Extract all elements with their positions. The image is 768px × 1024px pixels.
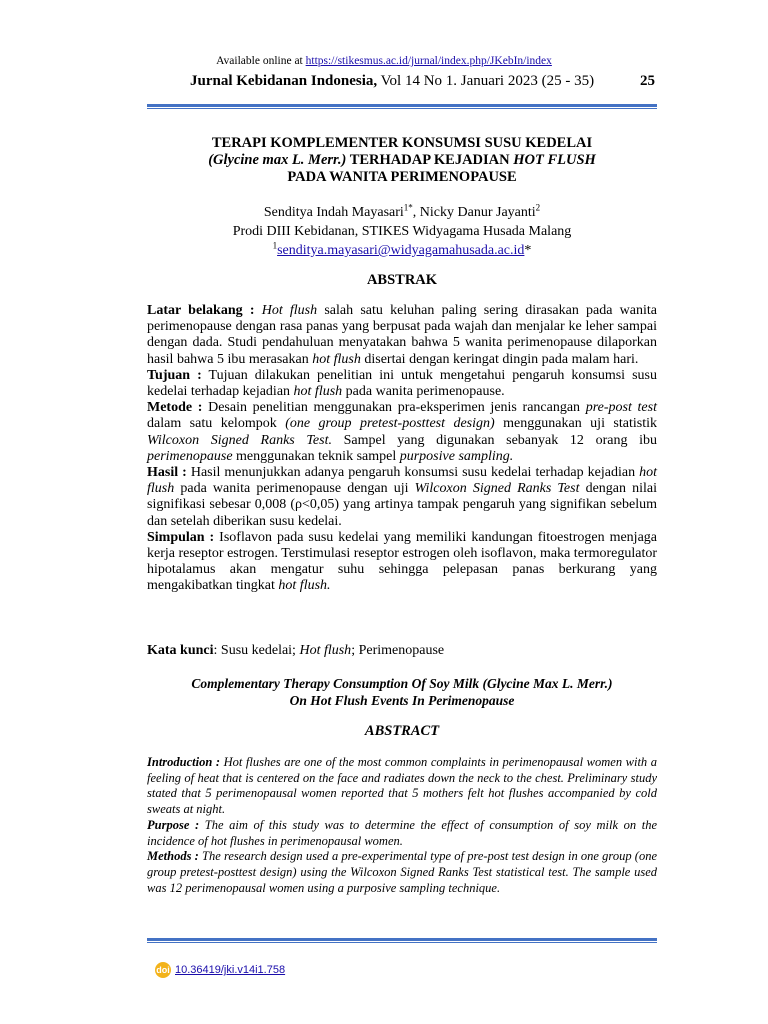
author-separator: , <box>412 205 420 220</box>
hasil-italic-2: Wilcoxon Signed Ranks Test <box>414 481 580 497</box>
purpose-label: Purpose : <box>147 817 200 832</box>
author-1-sup: 1* <box>403 202 413 213</box>
intro-paragraph <box>147 755 657 818</box>
journal-url-link[interactable]: https://stikesmus.ac.id/jurnal/index.php/JKebIn/index <box>305 55 552 67</box>
hasil-paragraph <box>147 465 657 530</box>
tujuan-text-2: pada wanita perimenopause. <box>342 384 505 400</box>
abstract-body <box>147 755 657 896</box>
title-hot-flush: HOT FLUSH <box>513 152 596 168</box>
methods-paragraph <box>147 849 657 896</box>
simpulan-italic-1: hot flush. <box>278 578 331 594</box>
metode-text-1: Desain penelitian menggunakan pra-eksperimen jenis rancangan <box>202 400 586 416</box>
metode-italic-4: perimenopause <box>147 448 233 464</box>
english-title-line-1: Complementary Therapy Consumption Of Soy Milk (Glycine Max L. Merr.) <box>191 676 613 691</box>
metode-text-3: menggunakan uji statistik <box>494 416 657 432</box>
latar-italic-2: hot flush <box>312 351 361 367</box>
author-1: Senditya Indah Mayasari <box>263 205 404 220</box>
tujuan-paragraph <box>147 368 657 400</box>
doi-footer <box>155 962 285 978</box>
intro-text: Hot flushes are one of the most common complaints in perimenopausal women with a feeling of heat that is centered on the face and radiates down the neck to the chest. Preliminary study stated that 5 perimenopausal women reported that 5 mothers felt hot flushes accompanied by cold sweats at night. <box>147 755 658 817</box>
metode-italic-2: (one group pretest-posttest design) <box>285 416 495 432</box>
availability-line <box>0 54 768 68</box>
purpose-text: The aim of this study was to determine the effect of consumption of soy milk on the incidence of hot flushes in perimenopausal women. <box>147 817 657 848</box>
hasil-text-2: pada wanita perimenopause dengan uji <box>174 481 415 497</box>
footer-rule <box>147 938 657 943</box>
title-line-1: TERAPI KOMPLEMENTER KONSUMSI SUSU KEDELAI <box>211 135 593 151</box>
email-sup: 1 <box>272 240 278 251</box>
latar-text-1 <box>255 303 262 318</box>
journal-citation <box>190 72 594 90</box>
simpulan-paragraph <box>147 530 657 595</box>
author-names <box>147 203 657 222</box>
page-number: 25 <box>640 73 655 89</box>
latar-text-2: salah satu keluhan paling sering dirasakan pada wanita perimenopause dengan rasa panas yang berpusat pada wajah dan menjalar ke leher sampai dengan dada. Studi pendahuluan menyatakan bahwa 5 wanita perimenopause dilaporkan hasil bahwa 5 ibu merasakan <box>147 303 657 367</box>
title-line-2-mid: TERHADAP KEJADIAN <box>346 152 514 168</box>
latar-label: Latar belakang : <box>147 303 255 318</box>
metode-label: Metode : <box>147 400 203 416</box>
keywords-text-1: : Susu kedelai; <box>213 643 300 658</box>
keywords-italic: Hot flush <box>299 643 352 658</box>
header-rule <box>147 104 657 109</box>
tujuan-label: Tujuan : <box>147 367 202 383</box>
hasil-label: Hasil : <box>147 465 187 481</box>
availability-prefix: Available online at <box>216 55 306 67</box>
abstrak-body <box>147 303 657 595</box>
keywords-line <box>147 642 657 659</box>
journal-issue: Vol 14 No 1. Januari 2023 (25 - 35) <box>377 73 595 89</box>
email-suffix: * <box>524 243 532 258</box>
metode-italic-3: Wilcoxon Signed Ranks Test. <box>147 432 332 448</box>
tujuan-italic-1: hot flush <box>293 384 343 400</box>
metode-italic-1: pre-post test <box>585 400 657 416</box>
latar-paragraph <box>147 303 657 368</box>
english-title <box>147 675 657 709</box>
intro-label: Introduction : <box>147 755 221 769</box>
latar-italic-1: Hot flush <box>261 303 318 318</box>
journal-name: Jurnal Kebidanan Indonesia, <box>190 73 378 89</box>
hasil-text-1: Hasil menunjukkan adanya pengaruh konsumsi susu kedelai terhadap kejadian <box>186 465 640 481</box>
abstract-heading: ABSTRACT <box>364 723 440 739</box>
paper-title <box>147 135 657 186</box>
metode-text-2: dalam satu kelompok <box>147 416 286 432</box>
metode-text-4: Sampel yang digunakan sebanyak 12 orang ibu <box>331 432 657 448</box>
abstrak-heading: ABSTRAK <box>366 272 438 288</box>
tujuan-text-1: Tujuan dilakukan penelitian ini untuk mengetahui pengaruh konsumsi susu kedelai terhadap kejadian <box>147 367 657 400</box>
title-line-3: PADA WANITA PERIMENOPAUSE <box>287 169 517 185</box>
title-line-2 <box>147 152 657 169</box>
simpulan-text-1: Isoflavon pada susu kedelai yang memiliki kandungan fitoestrogen menjaga kerja reseptor estrogen. Terstimulasi reseptor estrogen oleh isoflavon, maka termoregulator hipotalamus akan mengatur suhu sehingga pelepasan panas berkurang yang mengakibatkan tingkat <box>147 529 657 594</box>
hasil-italic-1: hot flush <box>147 465 657 497</box>
metode-text-5: menggunakan teknik sampel <box>232 448 400 464</box>
email-link[interactable]: senditya.mayasari@widyagamahusada.ac.id <box>277 243 525 258</box>
email-line <box>147 241 657 260</box>
metode-paragraph <box>147 400 657 465</box>
latar-text-3: disertai dengan keringat dingin pada malam hari. <box>360 351 639 367</box>
author-2: Nicky Danur Jayanti <box>419 205 536 220</box>
simpulan-label: Simpulan : <box>147 529 215 545</box>
metode-italic-5: purposive sampling. <box>399 448 514 464</box>
author-2-sup: 2 <box>535 202 541 213</box>
methods-text: The research design used a pre-experimental type of pre-post test design in one group (one group pretest-posttest design) using the Wilcoxon Signed Ranks Test statistical test. The sample used was 12 perimenopausal women using a purposive sampling technique. <box>147 849 657 895</box>
english-title-line-2: On Hot Flush Events In Perimenopause <box>289 693 515 708</box>
keywords-text-2: ; Perimenopause <box>351 643 445 658</box>
methods-label: Methods : <box>147 849 199 864</box>
title-species: (Glycine max L. Merr.) <box>208 152 347 168</box>
affiliation: Prodi DIII Kebidanan, STIKES Widyagama Husada Malang <box>232 224 572 239</box>
purpose-paragraph <box>147 818 657 849</box>
doi-link[interactable]: 10.36419/jki.v14i1.758 <box>175 964 286 977</box>
author-block <box>147 203 657 260</box>
doi-icon: doi <box>155 962 171 978</box>
keywords-label: Kata kunci <box>147 643 214 658</box>
hasil-text-3: dengan nilai signifikasi sebesar 0,008 (ρ<0,05) yang artinya tampak pengaruh yang signifikan sebelum dan setelah diberikan susu kedelai. <box>147 481 658 529</box>
